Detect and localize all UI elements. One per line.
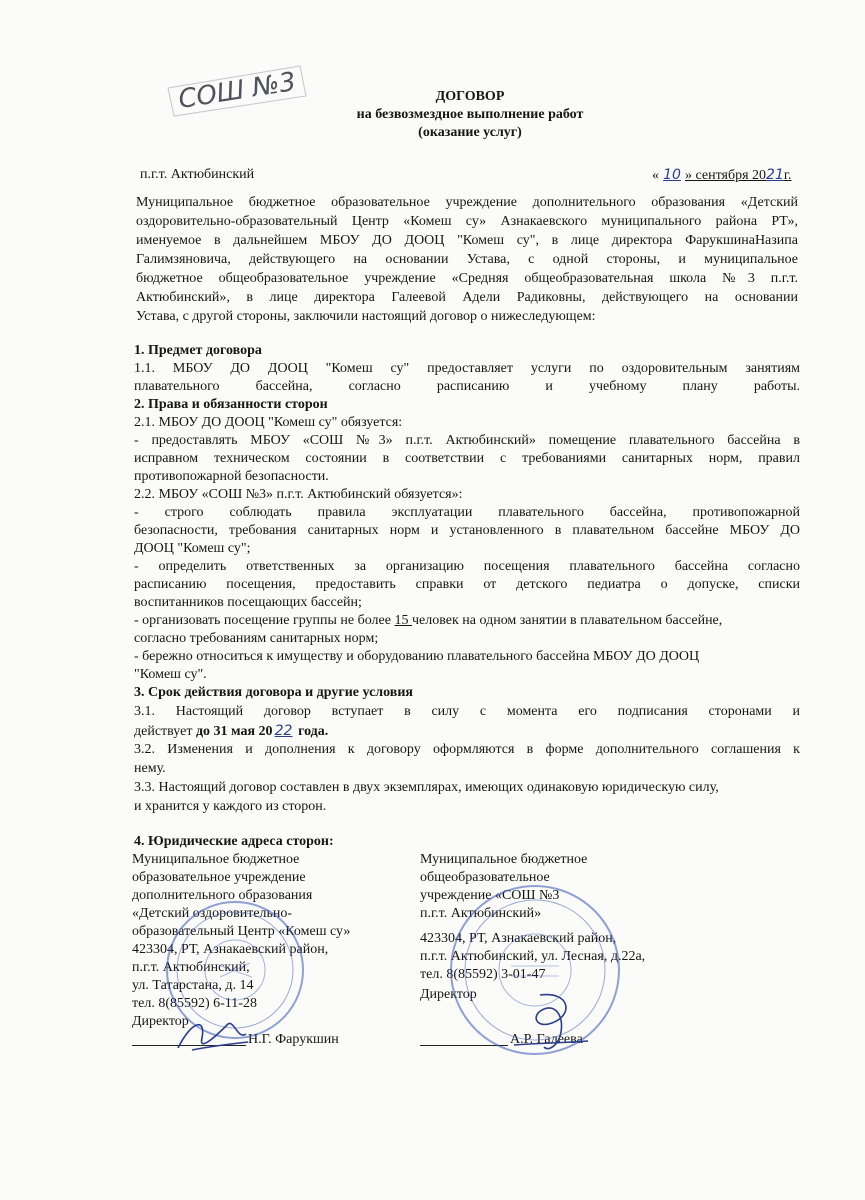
left-party-line: образовательный Центр «Комеш су»: [132, 924, 351, 939]
place: п.г.т. Актюбинский: [140, 167, 255, 182]
section-2-line: расписанию посещения, предоставить справки от детского педиатра о допуске, списки: [134, 577, 800, 592]
date-quote-open: «: [652, 168, 659, 183]
right-party-line: п.г.т. Актюбинский, ул. Лесная, д.22а,: [420, 949, 646, 964]
section-3-line: и хранится у каждого из сторон.: [134, 799, 327, 814]
preamble-line: оздоровительно-образовательный Центр «Комеш су» Азнакаевского муниципального района РТ»,: [136, 214, 798, 229]
preamble-line: Устава, с другой стороны, заключили настоящий договор о нижеследующем:: [136, 309, 596, 324]
preamble-line: Актюбинский», в лице директора Галеевой Адели Радиковны, действующего на основании: [136, 290, 798, 305]
left-party-line: Муниципальное бюджетное: [132, 852, 300, 867]
left-party-line: ул. Татарстана, д. 14: [132, 978, 254, 993]
preamble-line: бюджетное общеобразовательное учреждение «Средняя общеобразовательная школа №3 п.г.т.: [136, 271, 798, 286]
section-3-heading: 3. Срок действия договора и другие условия: [134, 685, 413, 700]
validity-year: 22: [274, 723, 293, 739]
preamble-line: Муниципальное бюджетное образовательное учреждение дополнительного образования «Детский: [136, 195, 798, 210]
section-3-line: 3.2. Изменения и дополнения к договору оформляются в форме дополнительного соглашения к: [134, 742, 800, 757]
right-party-line: общеобразовательное: [420, 870, 550, 885]
left-party-line: п.г.т. Актюбинский,: [132, 960, 250, 975]
left-party-line: 423304, РТ, Азнакаевский район,: [132, 942, 329, 957]
section-2-line: ДООЦ "Комеш су";: [134, 541, 251, 556]
validity-date: до 31 мая 20: [195, 724, 273, 739]
section-2-line: - предоставлять МБОУ «СОШ №3» п.г.т. Актюбинский» помещение плавательного бассейна в: [134, 433, 800, 448]
page-title: ДОГОВОР: [435, 89, 505, 104]
section-3-line: нему.: [134, 761, 166, 776]
section-2-line: [134, 612, 722, 631]
date: [652, 166, 792, 186]
right-party-line: учреждение «СОШ №3: [420, 888, 560, 903]
group-size-value: 15: [394, 613, 412, 628]
date-month: » сентября 20: [685, 168, 767, 183]
section-3-line: 3.3. Настоящий договор составлен в двух экземплярах, имеющих одинаковую юридическую силу,: [134, 780, 719, 795]
right-party-line: Муниципальное бюджетное: [420, 852, 588, 867]
left-party-line: Директор: [132, 1014, 189, 1029]
section-4-heading: 4. Юридические адреса сторон:: [134, 834, 334, 849]
section-2-line: согласно требованиям санитарных норм;: [134, 631, 379, 646]
section-2-line: воспитанников посещающих бассейн;: [134, 595, 362, 610]
section-2-heading: 2. Права и обязанности сторон: [134, 397, 328, 412]
page-subtitle-2: (оказание услуг): [418, 125, 522, 140]
left-signature-line: [132, 1045, 246, 1046]
section-2-line: 2.1. МБОУ ДО ДООЦ "Комеш су" обязуется:: [134, 415, 403, 430]
right-party-line: Директор: [420, 987, 477, 1002]
section-1-line: плавательного бассейна, согласно расписанию и учебному плану работы.: [134, 379, 800, 394]
section-2-line: - бережно относиться к имуществу и оборудованию плавательного бассейна МБОУ ДО ДООЦ: [134, 649, 700, 664]
left-party-line: образовательное учреждение: [132, 870, 306, 885]
section-1-line: 1.1. МБОУ ДО ДООЦ "Комеш су" предоставляет услуги по оздоровительным занятиям: [134, 361, 800, 376]
section-2-line: исправном техническом состоянии в соответствии с требованиями санитарных норм, правил: [134, 451, 800, 466]
right-party-line: 423304, РТ, Азнакаевский район,: [420, 931, 617, 946]
section-2-line: противопожарной безопасности.: [134, 469, 329, 484]
right-signer-name: А.Р. Галеева: [510, 1032, 583, 1047]
page-subtitle: на безвозмездное выполнение работ: [356, 107, 584, 122]
section-3-line-part: действует: [134, 724, 196, 739]
right-party-line: тел. 8(85592) 3-01-47: [420, 967, 546, 982]
section-2-line-part: - организовать посещение группы не более: [134, 613, 395, 628]
section-2-line: 2.2. МБОУ «СОШ №3» п.г.т. Актюбинский обязуется»:: [134, 487, 463, 502]
preamble-line: Галимзяновича, действующего на основании Устава, с одной стороны, и муниципальное: [136, 252, 798, 267]
section-2-line: - строго соблюдать правила эксплуатации плавательного бассейна, противопожарной: [134, 505, 800, 520]
left-party-line: тел. 8(85592) 6-11-28: [132, 996, 257, 1011]
handwritten-tag-text: СОШ №3: [176, 66, 298, 116]
section-2-line: - определить ответственных за организацию посещения плавательного бассейна согласно: [134, 559, 800, 574]
left-party-line: дополнительного образования: [132, 888, 313, 903]
preamble-line: именуемое в дальнейшем МБОУ ДО ДООЦ "Комеш су", в лице директора ФарукшинаНазипа: [136, 233, 798, 248]
left-signer-name: Н.Г. Фарукшин: [248, 1032, 339, 1047]
section-2-line: безопасности, требования санитарных норм и установленного в плавательном бассейне МБОУ ДО: [134, 523, 800, 538]
date-day: 10: [663, 167, 681, 183]
right-party-line: п.г.т. Актюбинский»: [420, 906, 542, 921]
section-1-heading: 1. Предмет договора: [134, 343, 262, 358]
validity-suffix: года.: [294, 724, 329, 739]
section-3-line: [134, 722, 328, 742]
date-suffix: г.: [783, 168, 792, 183]
section-3-line: 3.1. Настоящий договор вступает в силу с момента его подписания сторонами и: [134, 704, 800, 719]
section-2-line: "Комеш су".: [134, 667, 207, 682]
left-party-line: «Детский оздоровительно-: [132, 906, 293, 921]
right-signature-line: [420, 1045, 508, 1046]
section-2-line-part: человек на одном занятии в плавательном бассейне,: [411, 613, 723, 628]
date-year: 21: [766, 167, 784, 183]
